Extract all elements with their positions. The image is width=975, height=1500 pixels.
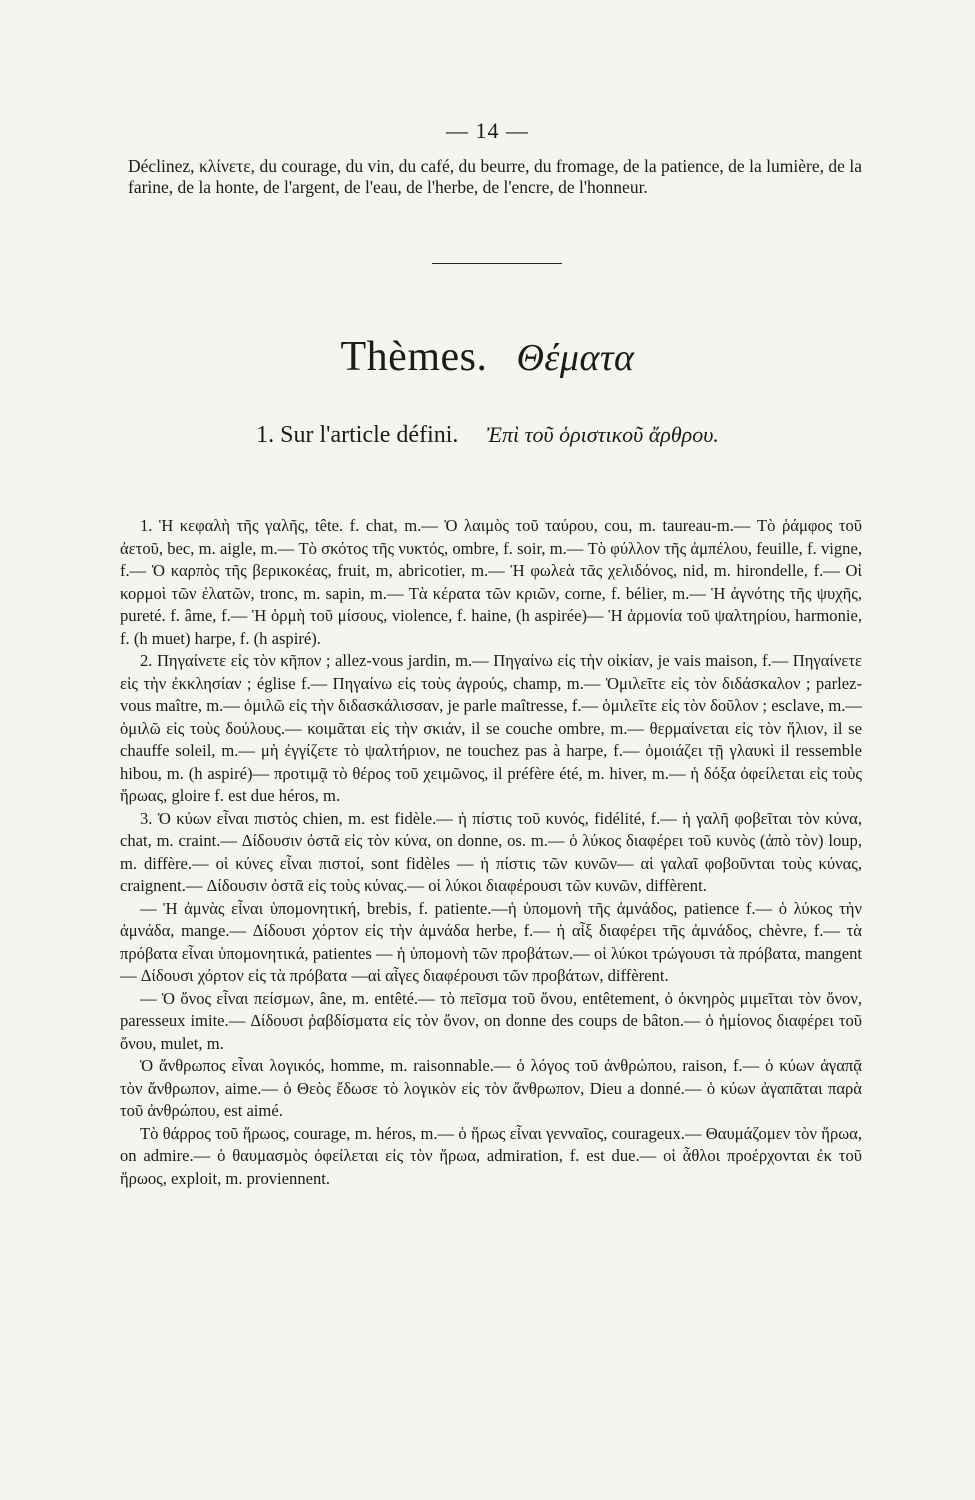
section-separator [432, 263, 562, 264]
exercise-paragraph-2: 2. Πηγαίνετε εἰς τὸν κῆπον ; allez-vous jardin, m.— Πηγαίνω εἰς τὴν οἰκίαν, je vais maison, f.— Πηγαίνετε εἰς τὴν ἐκκλησίαν ; église f.— Πηγαίνω εἰς τοὺς ἀγρούς, champ, m.— Ὁμιλεῖτε εἰς τὸν διδάσκαλον ; parlez-vous maître, m.— ὁμιλῶ εἰς τὴν διδασκάλισσαν, je parle maîtresse, f.— ὁμιλεῖτε εἰς τὸν δοῦλον ; esclave, m.— ὁμιλῶ εἰς τοὺς δούλους.— κοιμᾶται εἰς τὴν σκιάν, il se couche ombre, m.— θερμαίνεται εἰς τὸν ἥλιον, il se chauffe soleil, m.— μὴ ἐγγίζετε τὸ ψαλτήριον, ne touchez pas à harpe, f.— ὁμοιάζει τῇ γλαυκὶ il ressemble hibou, m. (h aspiré)— προτιμᾷ τὸ θέρος τοῦ χειμῶνος, il préfère été, m. hiver, m.— ἡ δόξα ὀφείλεται εἰς τοὺς ἥρωας, gloire f. est due héros, m. [120, 651, 862, 805]
subtitle-french: 1. Sur l'article défini. [256, 422, 459, 448]
title-french: Thèmes. [340, 334, 488, 380]
exercise-paragraph-6: Ὁ ἄνθρωπος εἶναι λογικός, homme, m. raisonnable.— ὁ λόγος τοῦ ἀνθρώπου, raison, f.— ὁ κύων ἀγαπᾷ τὸν ἄνθρωπον, aime.— ὁ Θεὸς ἔδωσε τὸ λογικὸν εἰς τὸν ἄνθρωπον, Dieu a donné.— ὁ κύων ἀγαπᾶται παρὰ τοῦ ἀνθρώπου, est aimé. [120, 1056, 862, 1120]
exercise-paragraph-1: 1. Ἡ κεφαλὴ τῆς γαλῆς, tête. f. chat, m.— Ὁ λαιμὸς τοῦ ταύρου, cou, m. taureau-m.— Τὸ ῥάμφος τοῦ ἀετοῦ, bec, m. aigle, m.— Τὸ σκότος τῆς νυκτός, ombre, f. soir, m.— Τὸ φύλλον τῆς ἀμπέλου, feuille, f. vigne, f.— Ὁ καρπὸς τῆς βερικοκέας, fruit, m, abricotier, m.— Ἡ φωλεὰ τᾶς χελιδόνος, nid, m. hirondelle, f.— Οἱ κορμοὶ τῶν ἐλατῶν, tronc, m. sapin, m.— Τὰ κέρατα τῶν κριῶν, corne, f. bélier, m.— Ἡ ἁγνότης τῆς ψυχῆς, pureté. f. âme, f.— Ἡ ὁρμὴ τοῦ μίσους, violence, f. haine, (h aspirée)— Ἡ ἁρμονία τοῦ ψαλτηρίου, harmonie, f. (h muet) harpe, f. (h aspiré). [120, 516, 862, 648]
intro-paragraph: Déclinez, κλίνετε, du courage, du vin, du café, du beurre, du fromage, de la patience, de la lumière, de la farine, de la honte, de l'argent, de l'eau, de l'herbe, de l'encre, de l'honneur. [128, 156, 862, 197]
exercise-body [120, 515, 862, 1190]
exercise-paragraph-5: — Ὁ ὄνος εἶναι πείσμων, âne, m. entêté.— τὸ πεῖσμα τοῦ ὄνου, entêtement, ὁ ὀκνηρὸς μιμεῖται τὸν ὄνον, paresseux imite.— Δίδουσι ῥαβδίσματα εἰς τὸν ὄνον, on donne des coups de bâton.— ὁ ἡμίονος διαφέρει τοῦ ὄνου, mulet, m. [120, 988, 862, 1053]
section-subtitle [0, 420, 975, 450]
title-greek: Θέματα [516, 337, 635, 379]
page-number: — 14 — [446, 118, 529, 143]
subtitle-greek: Ἐπὶ τοῦ ὁριστικοῦ ἄρθρου. [486, 422, 719, 447]
section-title [0, 332, 975, 383]
exercise-paragraph-3: 3. Ὁ κύων εἶναι πιστὸς chien, m. est fidèle.— ἡ πίστις τοῦ κυνός, fidélité, f.— ἡ γαλῆ φοβεῖται τὸν κύνα, chat, m. craint.— Δίδουσιν ὀστᾶ εἰς τὸν κύνα, on donne, os. m.— ὁ λύκος διαφέρει τοῦ κυνὸς (ἀπὸ τὸν) loup, m. diffère.— οἱ κύνες εἶναι πιστοί, sont fidèles — ἡ πίστις τῶν κυνῶν— αἱ γαλαῖ φοβοῦνται τοὺς κύνας, craignent.— Δίδουσιν ὀστᾶ εἰς τοὺς κύνας.— οἱ λύκοι διαφέρουσι τῶν κυνῶν, diffèrent. [120, 808, 862, 895]
exercise-paragraph-4: — Ἡ ἀμνὰς εἶναι ὑπομονητική, brebis, f. patiente.—ἡ ὑπομονὴ τῆς ἀμνάδος, patience f.— ὁ λύκος τὴν ἀμνάδα, mange.— Δίδουσι χόρτον εἰς τὴν ἀμνάδα herbe, f.— ἡ αἶξ διαφέρει τῆς ἀμνάδος, chèvre, f.— τὰ πρόβατα εἶναι ὑπομονητικά, patientes — ἡ ὑπομονὴ τῶν προβάτων.— οἱ λύκοι τρώγουσι τὰ πρόβατα, mangent— Δίδουσι χόρτον εἰς τὰ πρόβατα —αἱ αἶγες διαφέρουσι τῶν προβάτων, diffèrent. [120, 898, 862, 985]
exercise-paragraph-7: Τὸ θάρρος τοῦ ἥρωος, courage, m. héros, m.— ὁ ἥρως εἶναι γενναῖος, courageux.— Θαυμάζομεν τὸν ἥρωα, on admire.— ὁ θαυμασμὸς ὀφείλεται εἰς τὸν ἥρωα, admiration, f. est due.— οἱ ἆθλοι προέρχονται ἐκ τοῦ ἥρωος, exploit, m. proviennent. [120, 1123, 862, 1188]
